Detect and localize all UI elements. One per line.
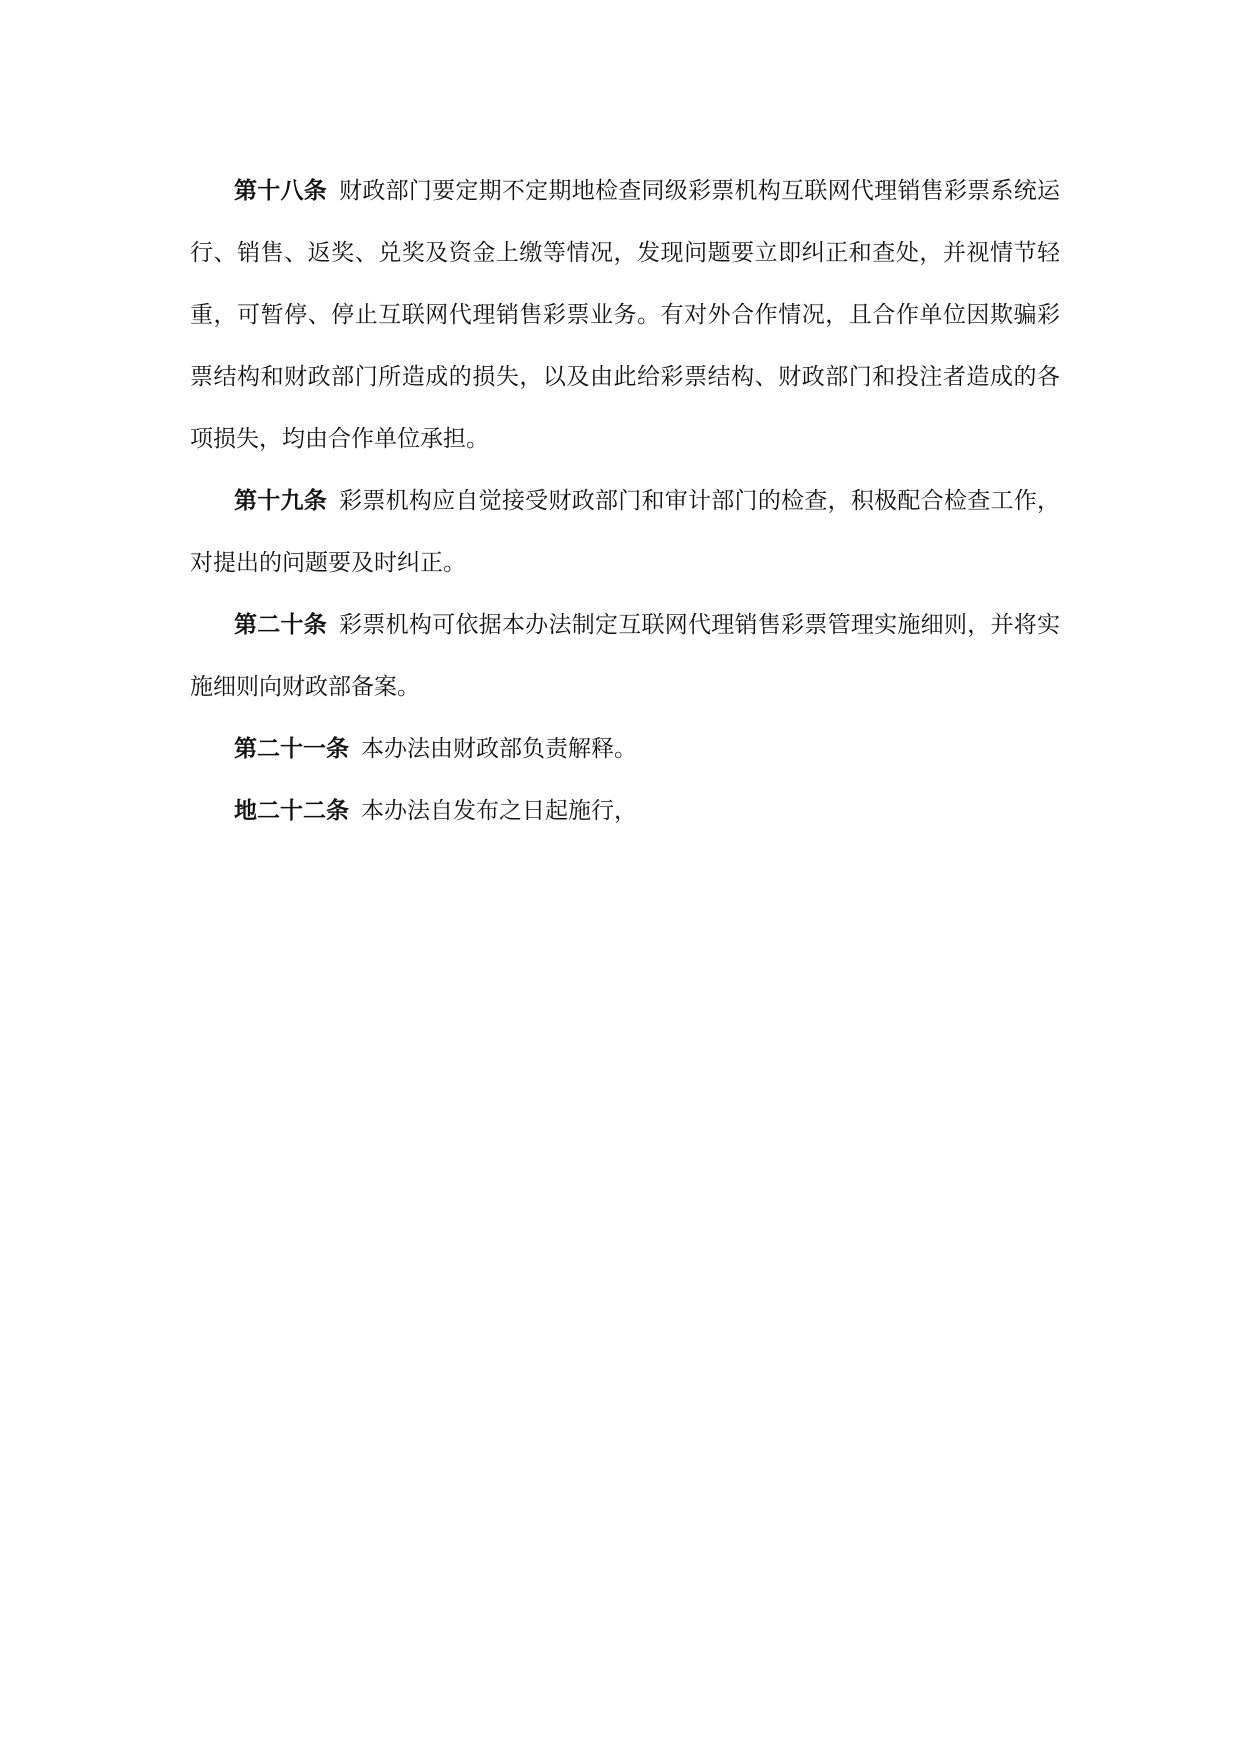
article-heading: 第二十一条 <box>234 736 349 762</box>
article-text: 彩票机构可依据本办法制定互联网代理销售彩票管理实施细则，并将实施细则向财政部备案。 <box>190 612 1061 700</box>
article-heading: 地二十二条 <box>234 798 349 824</box>
article-text: 彩票机构应自觉接受财政部门和审计部门的检查，积极配合检查工作，对提出的问题要及时纠正。 <box>190 488 1061 576</box>
article-heading: 第十八条 <box>234 178 328 204</box>
article-heading: 第二十条 <box>234 612 328 638</box>
article-heading: 第十九条 <box>234 488 328 514</box>
article-text: 本办法由财政部负责解释。 <box>361 736 637 762</box>
article-20 <box>190 594 1060 718</box>
document-body <box>190 160 1060 842</box>
article-18 <box>190 160 1060 470</box>
article-text: 本办法自发布之日起施行， <box>361 798 637 824</box>
article-text: 财政部门要定期不定期地检查同级彩票机构互联网代理销售彩票系统运行、销售、返奖、兑奖及资金上缴等情况，发现问题要立即纠正和查处，并视情节轻重，可暂停、停止互联网代理销售彩票业务。有对外合作情况，且合作单位因欺骗彩票结构和财政部门所造成的损失，以及由此给彩票结构、财政部门和投注者造成的各项损失，均由合作单位承担。 <box>190 178 1061 452</box>
article-19 <box>190 470 1060 594</box>
article-21 <box>190 718 1060 780</box>
article-22 <box>190 780 1060 842</box>
